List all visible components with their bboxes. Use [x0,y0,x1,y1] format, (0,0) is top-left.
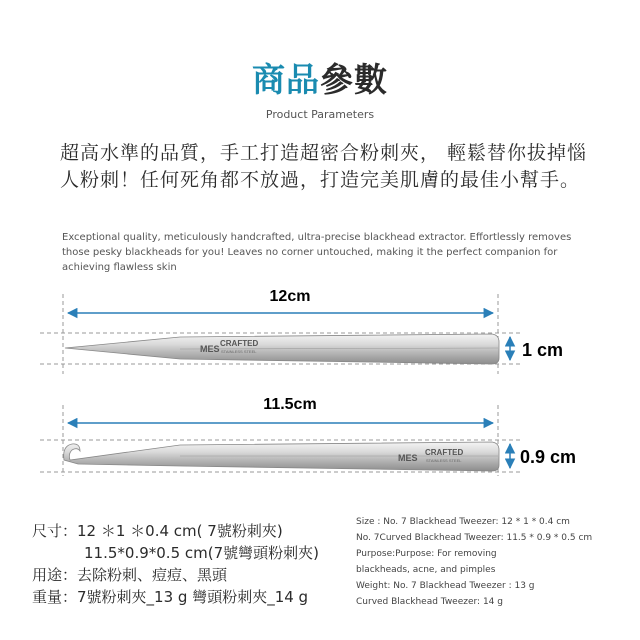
tweezer-2-brand-sub: STAINLESS STEEL [426,458,462,463]
description-en: Exceptional quality, meticulously handcrafted, ultra-precise blackhead extractor. Effortlessly removes those pesky blackheads for you! Leaves no corner untouched, making it the perfect companion for achieving flawless skin [62,232,572,273]
spec-zh-weight: 重量：7號粉刺夾_13 g 彎頭粉刺夾_14 g [32,588,309,606]
spec-en-line: Size : No. 7 Blackhead Tweezer: 12 * 1 * 0.4 cm [356,517,570,527]
tweezer-2 [64,442,499,471]
spec-en-line: blackheads, acne, and pimples [356,565,496,575]
spec-zh [32,520,319,608]
tweezer-1-logo: MES [200,344,220,354]
tweezer-1 [65,334,499,364]
title-part-1: 商品 [252,60,320,99]
page-subtitle: Product Parameters [265,108,375,121]
description-zh: 超高水準的品質，手工打造超密合粉刺夾， 輕鬆替你拔掉惱人粉刺！任何死角都不放過，打造完美肌膚的最佳小幫手。 [60,142,588,191]
tweezer-1-brand: CRAFTED [220,339,259,348]
tweezer-1-length-label: 12cm [269,288,311,305]
spec-en [356,514,592,610]
tweezer-2-width-label: 0.9 cm [520,447,577,467]
spec-en-line: Weight: No. 7 Blackhead Tweezer : 13 g [356,581,535,591]
tweezer-2-logo: MES [398,453,418,463]
tweezer-2-brand: CRAFTED [425,448,464,457]
spec-en-line: Curved Blackhead Tweezer: 14 g [356,597,503,607]
title-part-2: 參數 [320,60,388,99]
spec-zh-size: 尺寸：12 ＊1 ＊0.4 cm( 7號粉刺夾) [32,522,283,540]
tweezer-1-width-label: 1 cm [522,340,564,360]
tweezer-2-length-label: 11.5cm [263,396,317,413]
spec-en-line: Purpose:Purpose: For removing [356,549,497,559]
spec-zh-size-2: 11.5*0.9*0.5 cm(7號彎頭粉刺夾) [84,544,319,562]
spec-zh-purpose: 用途：去除粉刺、痘痘、黑頭 [32,566,228,584]
spec-en-line: No. 7Curved Blackhead Tweezer: 11.5 * 0.9 * 0.5 cm [356,533,593,543]
tweezer-1-brand-sub: STAINLESS STEEL [221,349,257,354]
